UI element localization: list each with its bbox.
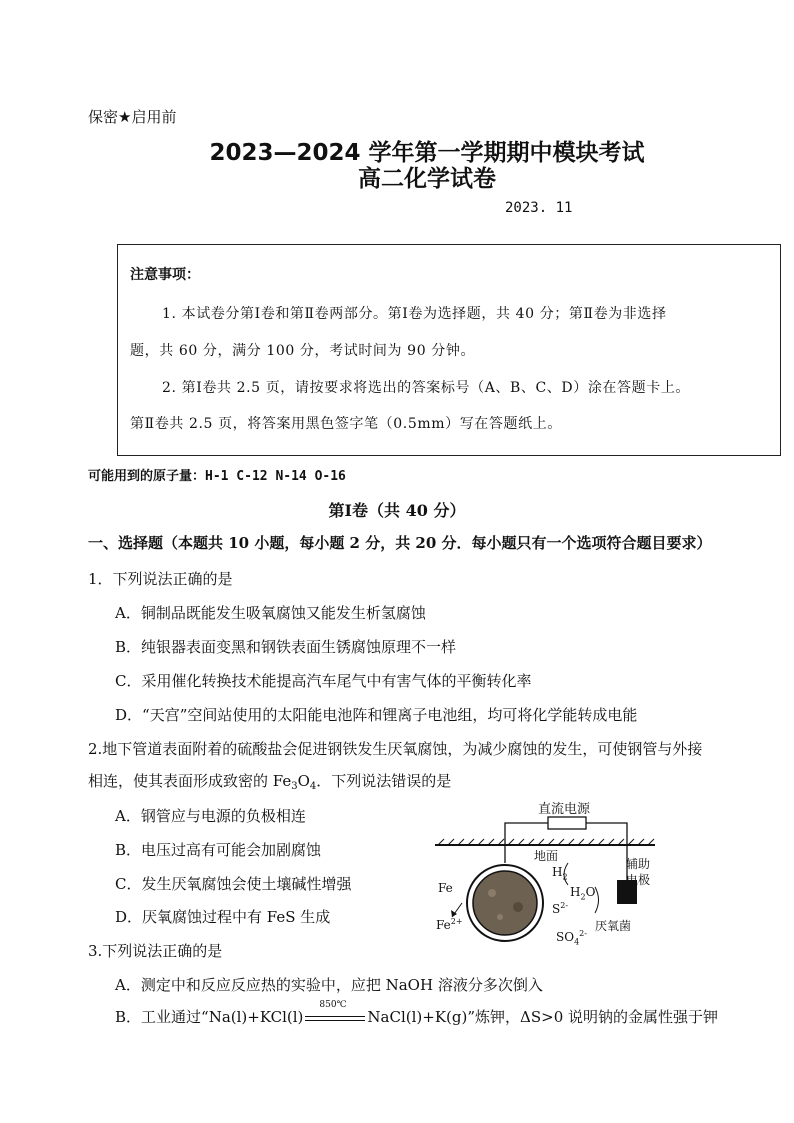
aux-electrode-label-2: 电极 (626, 873, 651, 887)
q1-option-d: D．“天宫”空间站使用的太阳能电池阵和锂离子电池组，均可将化学能转成电能 (115, 706, 638, 724)
q2-stem-line1: 2.地下管道表面附着的硫酸盐会促进钢铁发生厌氧腐蚀，为减少腐蚀的发生，可使钢管与外接 (88, 740, 703, 758)
notice-item1-line1: 1. 本试卷分第Ⅰ卷和第Ⅱ卷两部分。第Ⅰ卷为选择题，共 40 分；第Ⅱ卷为非选择 (162, 306, 667, 322)
fe-label: Fe (438, 881, 453, 895)
aux-electrode-label-1: 辅助 (626, 857, 651, 871)
exam-subtitle: 高二化学试卷 (358, 166, 496, 192)
q2-option-c: C．发生厌氧腐蚀会使土壤碱性增强 (115, 875, 352, 893)
notice-box (117, 244, 781, 456)
q2-stem-line2: 相连，使其表面形成致密的 $Fe_3O_4$．下列说法错误的是 (88, 772, 452, 792)
q1-option-a: A．铜制品既能发生吸氧腐蚀又能发生析氢腐蚀 (115, 604, 426, 622)
notice-item2-line2: 第Ⅱ卷共 2.5 页，将答案用黑色签字笔（0.5mm）写在答题纸上。 (130, 416, 562, 432)
question-type-heading: 一、选择题（本题共 10 小题，每小题 2 分，共 20 分．每小题只有一个选项符合题目要求） (88, 534, 712, 552)
q2-option-a: A．钢管应与电源的负极相连 (115, 807, 306, 825)
reaction-condition-arrow: 850℃ (305, 1009, 365, 1027)
h2-label: $H_2$ (552, 865, 568, 882)
notice-item1-line2: 题，共 60 分，满分 100 分，考试时间为 90 分钟。 (130, 343, 476, 359)
q3-option-b: B．工业通过“Na(l)+KCl(l) 850℃ NaCl(l)+K(g)”炼钾，ΔS>0 说明钠的金属性强于钾 (115, 1000, 719, 1026)
fe2-ion-label: $Fe^{2+}$ (436, 917, 463, 932)
q3-stem: 3.下列说法正确的是 (88, 942, 223, 960)
q3-option-a: A．测定中和反应反应热的实验中，应把 NaOH 溶液分多次倒入 (115, 976, 543, 994)
ground-label: 地面 (534, 849, 559, 863)
confidential-label: 保密★启用前 (88, 108, 177, 126)
q2-option-b: B．电压过高有可能会加剧腐蚀 (115, 841, 322, 859)
sulfate-label: $SO_4^{2-}$ (556, 929, 587, 947)
sulfide-label: $S^{2-}$ (552, 901, 569, 916)
q1-option-c: C．采用催化转换技术能提高汽车尾气中有害气体的平衡转化率 (115, 672, 532, 690)
q1-option-b: B．纯银器表面变黑和钢铁表面生锈腐蚀原理不一样 (115, 638, 457, 656)
notice-heading: 注意事项： (130, 267, 200, 283)
section-title: 第Ⅰ卷（共 40 分） (328, 501, 466, 520)
exam-date: 2023. 11 (505, 200, 573, 216)
dc-power-label: 直流电源 (538, 802, 591, 817)
q2-option-d: D．厌氧腐蚀过程中有 FeS 生成 (115, 908, 331, 926)
exam-title: 2023—2024 学年第一学期期中模块考试 (209, 140, 645, 166)
corrosion-diagram (430, 795, 660, 955)
notice-item2-line1: 2. 第Ⅰ卷共 2.5 页，请按要求将选出的答案标号（A、B、C、D）涂在答题卡上。 (162, 380, 691, 396)
anaerobic-bacteria-label: 厌氧菌 (595, 919, 632, 933)
q1-stem: 1．下列说法正确的是 (88, 570, 233, 588)
atomic-masses: 可能用到的原子量：H-1 C-12 N-14 O-16 (88, 469, 346, 484)
h2o-label: $H_2O$ (570, 885, 596, 902)
